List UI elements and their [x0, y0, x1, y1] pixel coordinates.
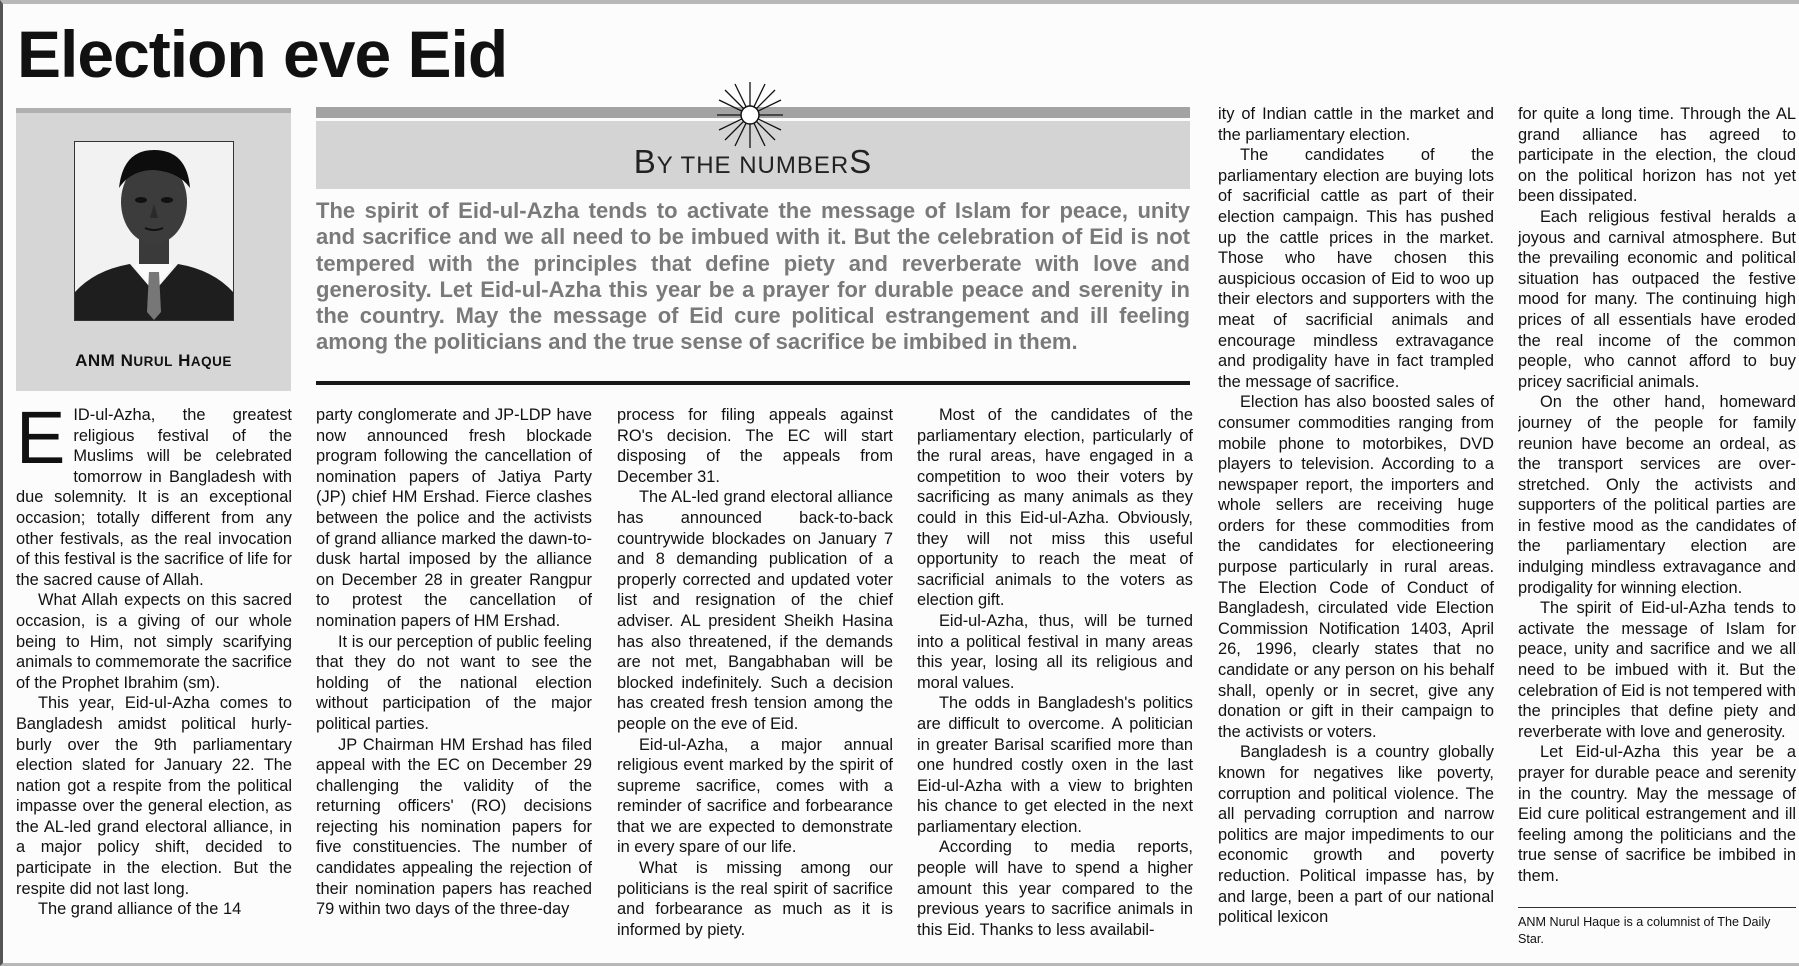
article-paragraph: Each religious festival heralds a joyous and carnival atmosphere. But the prevailing economic and political situation has outpaced the festive mood for many. The continuing high prices of all essentials have eroded the real income of the common people, who cannot afford to buy pricey sacrificial animals. [1518, 207, 1796, 391]
article-column-4 [917, 405, 1193, 963]
article-column-5 [1218, 104, 1494, 964]
article-paragraph: JP Chairman HM Ershad has filed appeal with the EC on December 29 challenging the validity of the returning officers' (RO) decisions rejecting his nomination papers for five constituencies. The number of candidates appealing the rejection of their nomination papers has reached 79 within two days of the three-day [316, 735, 592, 919]
article-paragraph: Most of the candidates of the parliamentary election, particularly of the rural areas, have engaged in a competition to woo their voters by sacrificing as many animals as they could in this Eid-ul-Azha. Obviously, they will not miss this useful opportunity to reach the meat of sacrificial animals to the voters as election gift. [917, 406, 1193, 610]
author-box [16, 108, 291, 391]
article-paragraph: This year, Eid-ul-Azha comes to Bangladesh amidst political hurly-burly over the 9th parliamentary election slated for January 22. The nation got a respite from the political impasse over the general election, as the AL-led grand electoral alliance, in a major policy shift, decided to participate in the election. But the respite did not last long. [16, 694, 292, 898]
starburst-icon [715, 80, 785, 150]
pull-quote: The spirit of Eid-ul-Azha tends to activate the message of Islam for peace, unity and sacrifice and we all need to be imbued with it. But the celebration of Eid is not tempered with the principles that define piety and reverberate with love and generosity. Let Eid-ul-Azha this year be a prayer for durable peace and serenity in the country. May the message of Eid cure political estrangement and ill feeling among the politicians and the true sense of sacrifice be imbibed in them. [316, 198, 1190, 355]
article-paragraph: The grand alliance of the 14 [38, 900, 242, 919]
article-column-2 [316, 405, 592, 963]
article-paragraph: On the other hand, homeward journey of the people for family reunion have become an ordeal, as the transport services are over-stretched. Only the activists and supporters of the political parties are in festive mood as the candidates of the parliamentary election are indulging mindless extravagance and prodigality for winning election. [1518, 393, 1796, 597]
article-paragraph: for quite a long time. Through the AL grand alliance has agreed to participate in the election, the cloud on the political horizon has not yet been dissipated. [1518, 105, 1796, 206]
sidebar-title: BY THE NUMBERS [633, 143, 873, 180]
article-paragraph: ity of Indian cattle in the market and the parliamentary election. [1218, 105, 1494, 144]
article-paragraph: What Allah expects on this sacred occasion, is a giving of our whole being to Him, not simply scarifying animals to commemorate the sacrifice of the Prophet Ibrahim (sm). [16, 591, 292, 692]
pull-quote-rule [316, 381, 1190, 385]
author-photo [74, 141, 234, 321]
author-portrait-icon [75, 142, 233, 320]
drop-cap: E [16, 405, 66, 479]
author-byline: ANM NURUL HAQUE [75, 351, 232, 370]
article-paragraph: The odds in Bangladesh's politics are difficult to overcome. A politician in greater Barisal scarified more than one hundred costly oxen in the last Eid-ul-Azha with a view to brighten his chance to get elected in the next parliamentary election. [917, 694, 1193, 836]
article-column-1 [16, 405, 292, 963]
article-paragraph: Eid-ul-Azha, thus, will be turned into a political festival in many areas this year, losing all its religious and moral values. [917, 611, 1193, 692]
article-paragraph: EID-ul-Azha, the greatest religious festival of the Muslims will be celebrated tomorrow in Bangladesh with due solemnity. It is an exceptional occasion; totally different from any other festivals, as the real invocation of this festival is the sacrifice of life for the sacred cause of Allah. [16, 405, 292, 589]
article-paragraph: It is our perception of public feeling that they do not want to see the holding of the national election without participation of the major political parties. [316, 632, 592, 733]
headline: Election eve Eid [17, 17, 508, 91]
article-paragraph: The AL-led grand electoral alliance has announced back-to-back countrywide blockades on January 7 and 8 demanding publication of a properly corrected and updated voter list and resignation of the chief adviser. AL president Sheikh Hasina has also threatened, if the demands are not met, Bangabhaban will be blocked indefinitely. Such a decision has created fresh tension among the people on the eve of Eid. [617, 488, 893, 733]
article-paragraph: Election has also boosted sales of consumer commodities ranging from mobile phone to motorbikes, DVD players to television. According to a newspaper report, the importers and whole sellers are receiving huge orders for these commodities from the candidates for electioneering purpose particularly in rural areas. The Election Code of Conduct of Bangladesh, circulated vide Election Commission Notification 1403, April 26, 1996, clearly states that no candidate or any person on his behalf shall, openly or in secret, give any donation or gift in their campaign to the activists or voters. [1218, 393, 1494, 741]
article-paragraph: According to media reports, people will have to spend a higher amount this year compared to the previous years to sacrifice animals in this Eid. Thanks to less availabil- [917, 838, 1193, 939]
article-paragraph: Bangladesh is a country globally known for negatives like poverty, corruption and political violence. The all pervading corruption and narrow politics are major impediments to our economic growth and poverty reduction. Political impasse has, by and large, been a part of our national political lexicon [1218, 743, 1494, 927]
author-bio: ANM Nurul Haque is a columnist of The Daily Star. [1518, 915, 1771, 946]
bio-rule [1518, 907, 1796, 908]
article-column-3 [617, 405, 893, 963]
article-paragraph: What is missing among our politicians is the real spirit of sacrifice and forbearance as much as it is informed by piety. [617, 859, 893, 939]
article-paragraph: The spirit of Eid-ul-Azha tends to activate the message of Islam for peace, unity and sacrifice and we all need to be imbued with it. But the celebration of Eid is not tempered with the principles that define piety and reverberate with love and generosity. [1518, 599, 1796, 741]
article-paragraph: The candidates of the parliamentary election are buying lots of sacrificial cattle as part of their election campaign. This has pushed up the cattle prices in the market. Those who have chosen this auspicious occasion of Eid to woo up their electors and supporters with the meat of sacrificial animals and encourage mindless extravagance and prodigality have in fact trampled the message of sacrifice. [1218, 146, 1494, 391]
article-paragraph: Eid-ul-Azha, a major annual religious event marked by the spirit of supreme sacrifice, comes with a reminder of sacrifice and forbearance that we are expected to demonstrate in every spare of our life. [617, 735, 893, 857]
article-paragraph: party conglomerate and JP-LDP have now announced fresh blockade program following the cancellation of nomination papers of Jatiya Party (JP) chief HM Ershad. Fierce clashes between the police and the activists of grand alliance marked the dawn-to-dusk hartal imposed by the alliance on December 28 in greater Rangpur to protest the cancellation of nomination papers of HM Ershad. [316, 406, 592, 630]
article-paragraph: process for filing appeals against RO's decision. The EC will start disposing of the appeals from December 31. [617, 406, 893, 486]
article-paragraph: Let Eid-ul-Azha this year be a prayer for durable peace and serenity in the country. May the message of Eid cure political estrangement and ill feeling among the politicians and the true sense of sacrifice be imbibed in them. [1518, 743, 1796, 885]
article-column-6 [1518, 104, 1796, 894]
